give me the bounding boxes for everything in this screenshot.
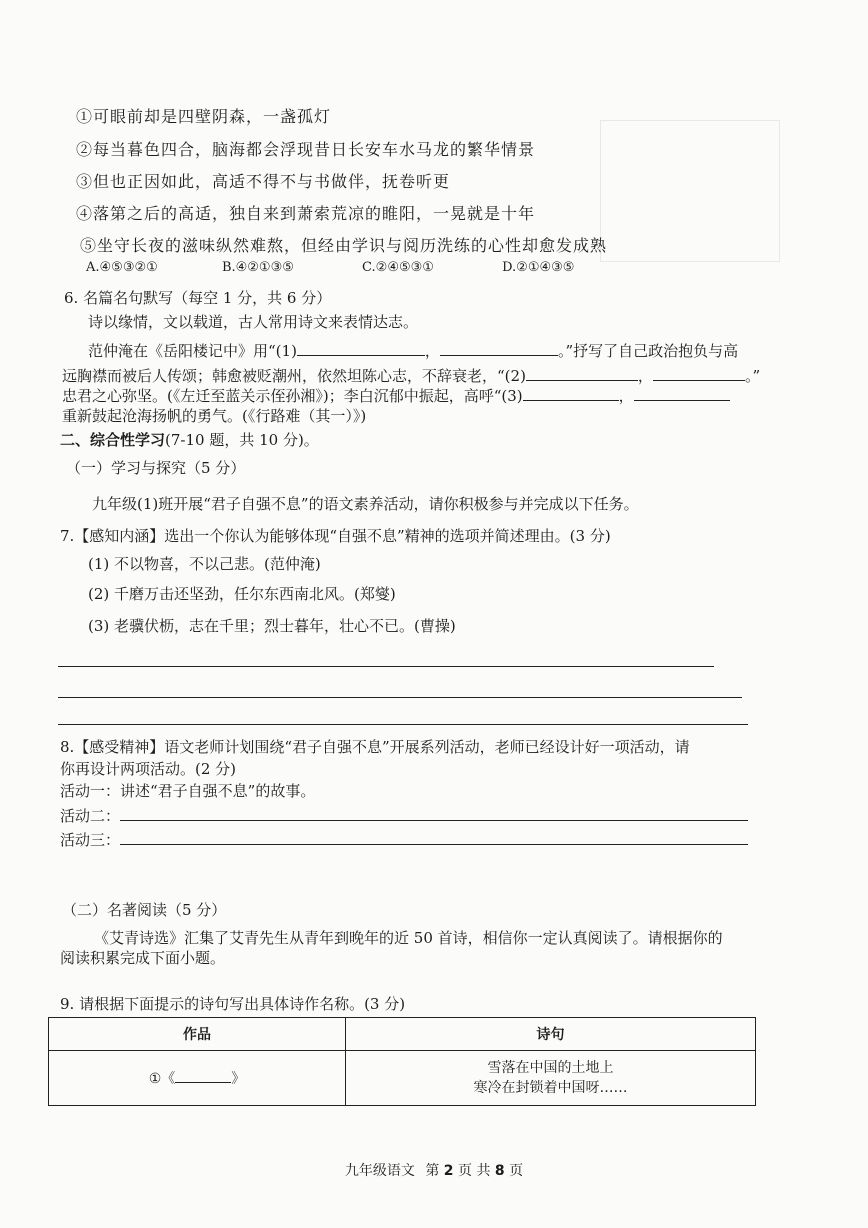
activity-2 <box>60 805 748 826</box>
activity-task: 九年级(1)班开展“君子自强不息”的语文素养活动，请你积极参与并完成以下任务。 <box>92 495 639 513</box>
q6-line-1-text-b: ， <box>424 342 440 360</box>
activity-3 <box>60 829 748 850</box>
activity-3-label: 活动三： <box>60 831 121 849</box>
q6-intro: 诗以缘情，文以载道，古人常用诗文来表情达志。 <box>88 313 419 331</box>
q6-line-2-text-b: ， <box>637 367 653 385</box>
section-2-heading-note: (7-10 题，共 10 分)。 <box>165 431 319 449</box>
q7-option-2: (2) 千磨万击还坚劲，任尔东西南北风。(郑燮) <box>88 585 396 603</box>
q6-line-2 <box>62 365 760 386</box>
footer-total-unit: 页 <box>509 1163 524 1179</box>
option-4: ④落第之后的高适，独自来到萧索荒凉的睢阳，一晃就是十年 <box>76 204 536 223</box>
footer-subject: 九年级语文 <box>344 1163 415 1179</box>
poem-table <box>48 1017 756 1106</box>
work-cell <box>49 1051 346 1106</box>
option-3: ③但也正因如此，高适不得不与书做伴，抚卷听更 <box>76 172 451 191</box>
header-lines: 诗句 <box>346 1018 756 1051</box>
q7-option-1: (1) 不以物喜，不以己悲。(范仲淹) <box>88 555 321 573</box>
answer-choices <box>86 258 610 278</box>
q6-line-1-text-a: 范仲淹在《岳阳楼记中》用“(1) <box>88 342 297 360</box>
q6-line-4: 重新鼓起沧海扬帆的勇气。(《行路难（其一）》) <box>62 407 367 425</box>
reading-intro-line-1: 《艾青诗选》汇集了艾青先生从青年到晚年的近 50 首诗，相信你一定认真阅读了。请根据你的 <box>94 929 723 947</box>
poem-line-2: 寒冷在封锁着中国呀…… <box>473 1080 628 1096</box>
answer-line-1[interactable] <box>58 666 714 667</box>
q6-title: 6. 名篇名句默写（每空 1 分，共 6 分） <box>64 289 332 307</box>
q6-line-1-text-c: 。”抒写了自己政治抱负与高 <box>557 342 739 360</box>
answer-line-2[interactable] <box>58 697 742 698</box>
footer-page-label: 第 <box>425 1163 440 1179</box>
work-prefix: ①《 <box>148 1071 176 1087</box>
footer-page-number: 2 <box>443 1163 454 1179</box>
reading-intro-line-2: 阅读积累完成下面小题。 <box>60 949 226 967</box>
q6-line-1 <box>88 340 738 361</box>
activity-2-label: 活动二： <box>60 807 121 825</box>
option-2: ②每当暮色四合，脑海都会浮现昔日长安车水马龙的繁华情景 <box>76 140 536 159</box>
activity-2-blank[interactable] <box>120 805 748 821</box>
choice-a: A.④⑤③②① <box>86 260 158 275</box>
option-1: ①可眼前却是四壁阴森，一盏孤灯 <box>76 107 332 126</box>
footer-page-unit: 页 <box>458 1163 472 1179</box>
choice-b: B.④②①③⑤ <box>221 260 294 275</box>
bleed-through-box <box>600 120 780 262</box>
q7-title: 7.【感知内涵】选出一个你认为能够体现“自强不息”精神的选项并简述理由。(3 分) <box>60 527 611 545</box>
lines-cell <box>346 1051 756 1106</box>
q6-line-2-text-c: 。” <box>744 367 761 385</box>
q7-option-3: (3) 老骥伏枥，志在千里；烈士暮年，壮心不已。(曹操) <box>88 617 456 635</box>
activity-1: 活动一：讲述“君子自强不息”的故事。 <box>60 782 316 800</box>
work-suffix: 》 <box>231 1071 246 1087</box>
q6-line-3-text-a: 忠君之心弥坚。(《左迁至蓝关示侄孙湘》)；李白沉郁中振起，高呼“(3) <box>62 387 523 405</box>
page-footer <box>0 1160 868 1180</box>
blank-6-1b[interactable] <box>440 340 558 356</box>
choice-c: C.②④⑤③① <box>362 260 434 275</box>
blank-6-2b[interactable] <box>653 365 745 381</box>
poem-table-header <box>49 1018 756 1051</box>
section-2-heading-text: 二、综合性学习 <box>60 431 166 449</box>
answer-line-3[interactable] <box>58 724 748 725</box>
footer-total-number: 8 <box>494 1163 505 1179</box>
blank-6-1a[interactable] <box>297 340 425 356</box>
poem-line-1: 雪落在中国的土地上 <box>487 1060 614 1076</box>
q6-line-3 <box>62 385 730 406</box>
q6-line-3-text-b: ， <box>618 387 634 405</box>
blank-6-3a[interactable] <box>523 385 619 401</box>
subsection-1-title: （一）学习与探究（5 分） <box>66 459 246 477</box>
table-row <box>49 1051 756 1106</box>
blank-6-3b[interactable] <box>634 385 730 401</box>
subsection-2-title: （二）名著阅读（5 分） <box>62 901 227 919</box>
q8-title-line-1: 8.【感受精神】语文老师计划围绕“君子自强不息”开展系列活动，老师已经设计好一项活动，请 <box>60 738 690 756</box>
activity-3-blank[interactable] <box>120 829 748 845</box>
footer-total-label: 共 <box>476 1163 491 1179</box>
q6-line-2-text-a: 远胸襟而被后人传颂；韩愈被贬潮州，依然坦陈心志，不辞衰老，“(2) <box>62 367 526 385</box>
q9-title: 9. 请根据下面提示的诗句写出具体诗作名称。(3 分) <box>60 995 406 1013</box>
work-title-blank[interactable] <box>175 1067 231 1083</box>
blank-6-2a[interactable] <box>526 365 638 381</box>
section-2-heading <box>60 430 319 450</box>
header-work: 作品 <box>49 1018 346 1051</box>
q8-title-line-2: 你再设计两项活动。(2 分) <box>60 760 237 778</box>
choice-d: D.②①④③⑤ <box>502 260 575 275</box>
option-5: ⑤坐守长夜的滋味纵然难熬，但经由学识与阅历洗练的心性却愈发成熟 <box>80 236 608 255</box>
